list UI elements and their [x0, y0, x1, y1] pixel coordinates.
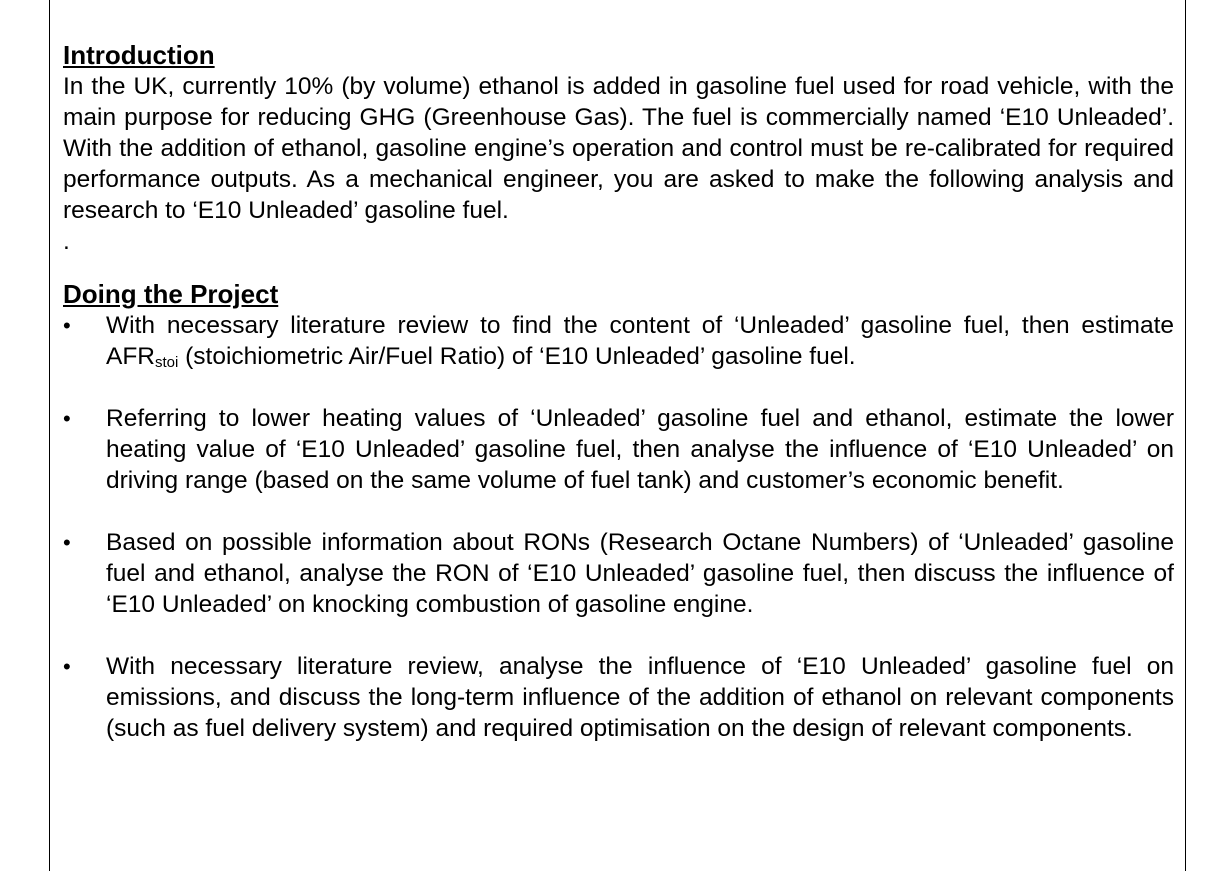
task-item-emissions: [63, 651, 1174, 744]
task-item-ron-text: Based on possible information about RONs (Research Octane Numbers) of ‘Unleaded’ gasoline fuel and ethanol, analyse the RON of ‘E10 Unleaded’ gasoline fuel, then discuss the influence of ‘E10 Unleaded’ on knocking combustion of gasoline engine.: [106, 529, 1174, 618]
stray-dot: .: [63, 228, 70, 255]
task-item-heating-value-text: Referring to lower heating values of ‘Unleaded’ gasoline fuel and ethanol, estimate the lower heating value of ‘E10 Unleaded’ gasoline fuel, then analyse the influence of ‘E10 Unleaded’ on driving range (based on the same volume of fuel tank) and customer’s economic benefit.: [106, 405, 1174, 494]
task-item-emissions-text: With necessary literature review, analyse the influence of ‘E10 Unleaded’ gasoline fuel on emissions, and discuss the long-term influence of the addition of ethanol on relevant components (such as fuel delivery system) and required optimisation on the design of relevant components.: [106, 653, 1174, 742]
project-task-list: [63, 310, 1174, 744]
bullet-icon: •: [63, 654, 71, 679]
task-item-afr-text: With necessary literature review to find the content of ‘Unleaded’ gasoline fuel, then estimate AFR: [106, 312, 1174, 370]
task-item-afr: [63, 310, 1174, 372]
document-page: [49, 0, 1186, 871]
task-item-heating-value: [63, 403, 1174, 496]
task-item-ron: [63, 527, 1174, 620]
introduction-paragraph: In the UK, currently 10% (by volume) ethanol is added in gasoline fuel used for road vehicle, with the main purpose for reducing GHG (Greenhouse Gas). The fuel is commercially named ‘E10 Unleaded’. With the addition of ethanol, gasoline engine’s operation and control must be re-calibrated for required performance outputs. As a mechanical engineer, you are asked to make the following analysis and research to ‘E10 Unleaded’ gasoline fuel.: [63, 73, 1174, 224]
task-item-afr-subscript: stoi: [155, 354, 179, 371]
bullet-icon: •: [63, 406, 71, 431]
introduction-heading: Introduction: [63, 40, 215, 70]
bullet-icon: •: [63, 313, 71, 338]
task-item-afr-text-rest: (stoichiometric Air/Fuel Ratio) of ‘E10 Unleaded’ gasoline fuel.: [178, 343, 856, 370]
document-content: [63, 40, 1174, 775]
project-heading: Doing the Project: [63, 279, 279, 309]
section-spacer: [63, 257, 1174, 279]
bullet-icon: •: [63, 530, 71, 555]
